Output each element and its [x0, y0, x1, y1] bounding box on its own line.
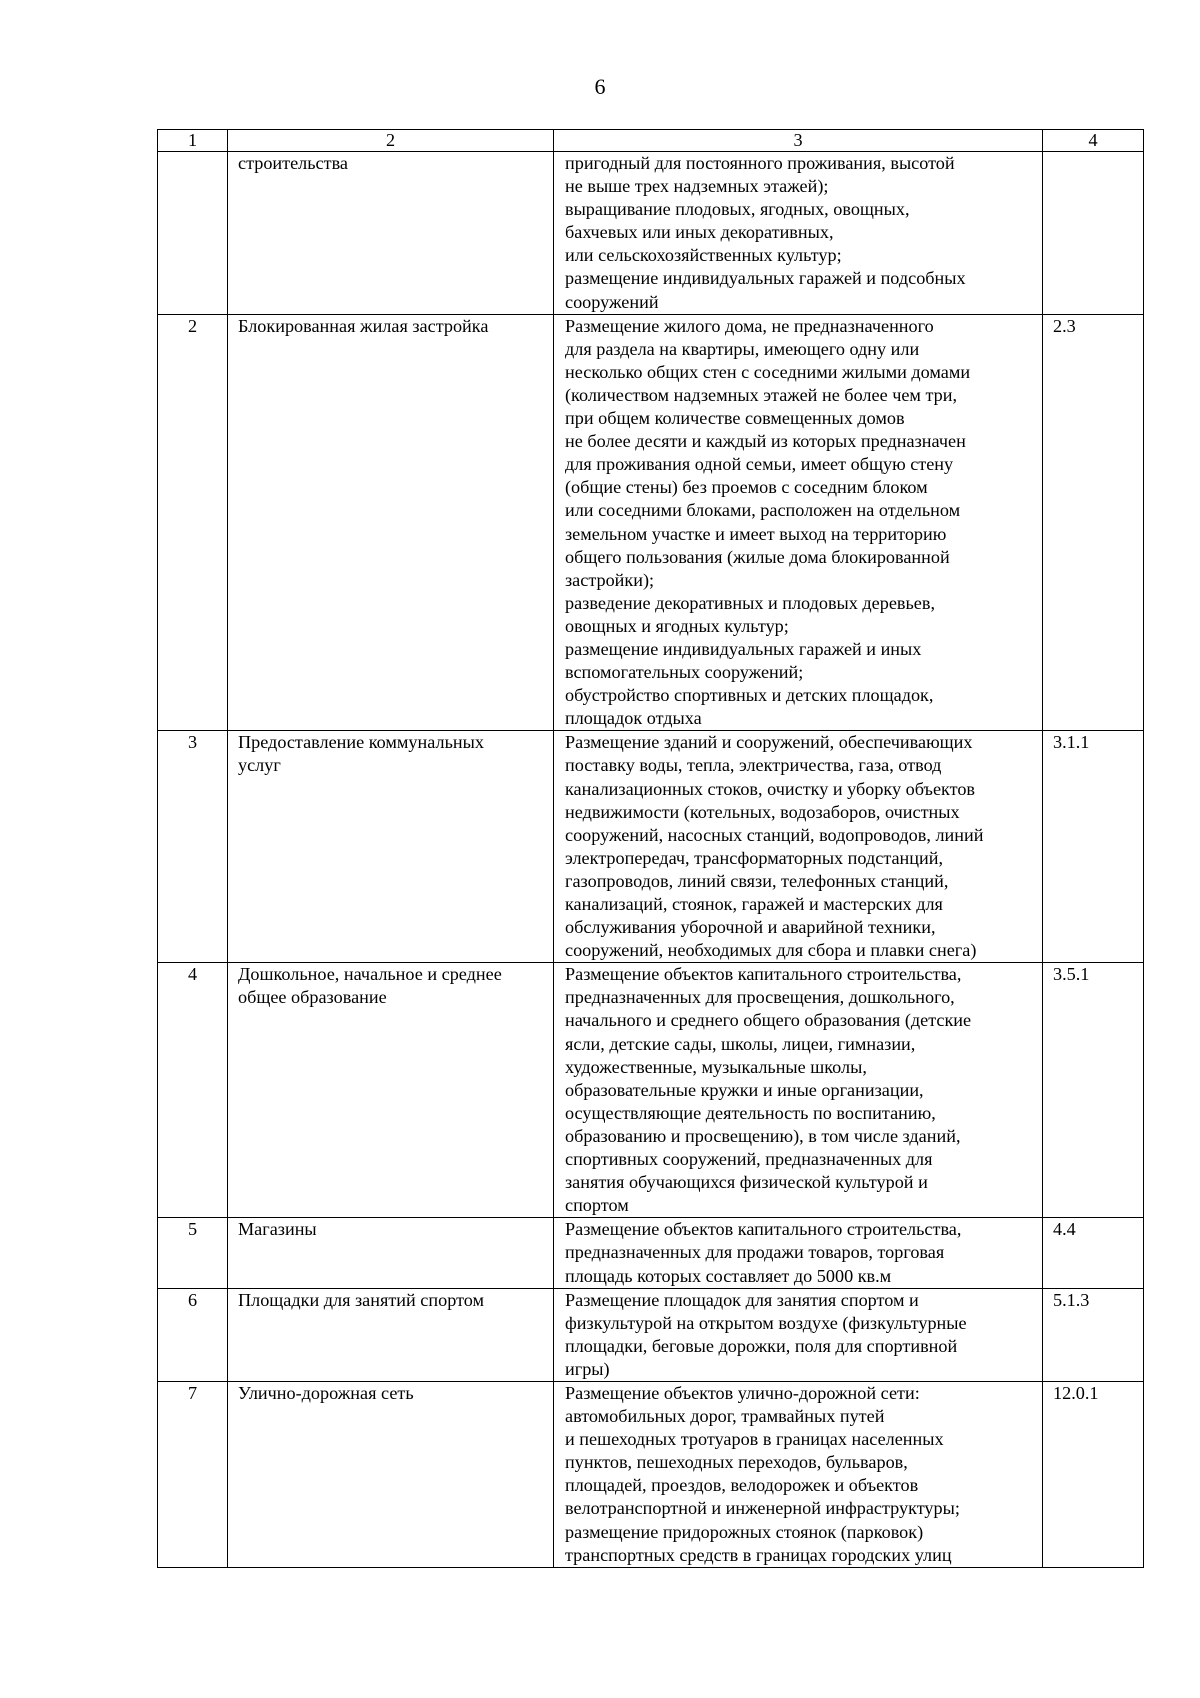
- description-line: предназначенных для продажи товаров, торговая: [565, 1242, 945, 1263]
- description-line: Размещение жилого дома, не предназначенного: [565, 315, 934, 336]
- description-line: Размещение объектов улично-дорожной сети:: [565, 1382, 920, 1403]
- description-line: вспомогательных сооружений;: [565, 662, 804, 683]
- land-use-description-cell: [554, 1218, 1043, 1288]
- land-use-description-cell: [554, 1381, 1043, 1567]
- row-number-cell: [158, 152, 228, 315]
- description-line: (общие стены) без проемов с соседним блоком: [565, 477, 928, 498]
- table-row: [158, 1288, 1144, 1381]
- land-use-description-cell: [554, 1288, 1043, 1381]
- description-line: физкультурой на открытом воздухе (физкультурные: [565, 1312, 967, 1333]
- land-use-name-line: Дошкольное, начальное и среднее: [238, 964, 502, 985]
- land-use-name-cell: [228, 1288, 554, 1381]
- land-use-name-cell: [228, 731, 554, 963]
- row-number-cell: 4: [158, 963, 228, 1218]
- land-use-name-cell: [228, 314, 554, 731]
- description-line: канализационных стоков, очистку и уборку объектов: [565, 778, 976, 799]
- description-line: площадок отдыха: [565, 708, 702, 729]
- description-line: не выше трех надземных этажей);: [565, 176, 829, 197]
- description-line: художественные, музыкальные школы,: [565, 1056, 867, 1077]
- row-number-cell: 3: [158, 731, 228, 963]
- description-line: Размещение площадок для занятия спортом и: [565, 1289, 919, 1310]
- land-use-name-cell: [228, 1381, 554, 1567]
- header-cell-1: 1: [158, 130, 228, 152]
- description-line: обустройство спортивных и детских площадок,: [565, 685, 934, 706]
- description-line: бахчевых или иных декоративных,: [565, 222, 834, 243]
- classifier-code-cell: 5.1.3: [1043, 1288, 1144, 1381]
- table-row: [158, 314, 1144, 731]
- land-use-table: [157, 129, 1144, 1568]
- description-line: канализаций, стоянок, гаражей и мастерских для: [565, 894, 943, 914]
- description-line: разведение декоративных и плодовых деревьев,: [565, 592, 936, 613]
- description-line: предназначенных для просвещения, дошкольного,: [565, 987, 955, 1008]
- description-line: обслуживания уборочной и аварийной техники,: [565, 917, 936, 938]
- table-row: [158, 1218, 1144, 1288]
- land-use-name-line: Улично-дорожная сеть: [238, 1382, 414, 1403]
- description-line: сооружений, насосных станций, водопроводов, линий: [565, 824, 984, 845]
- description-line: сооружений: [565, 291, 659, 312]
- land-use-name-line: Предоставление коммунальных: [238, 732, 484, 753]
- row-number-cell: 6: [158, 1288, 228, 1381]
- land-use-description-cell: [554, 314, 1043, 731]
- land-use-description-cell: [554, 963, 1043, 1218]
- classifier-code-cell: 3.5.1: [1043, 963, 1144, 1218]
- table-row: [158, 731, 1144, 963]
- description-line: пригодный для постоянного проживания, высотой: [565, 153, 955, 173]
- classifier-code-cell: 2.3: [1043, 314, 1144, 731]
- description-line: и пешеходных тротуаров в границах населенных: [565, 1429, 944, 1450]
- table-header-row: [158, 130, 1144, 152]
- description-line: несколько общих стен с соседними жилыми домами: [565, 361, 971, 382]
- description-line: пунктов, пешеходных переходов, бульваров,: [565, 1452, 908, 1473]
- description-line: электропередач, трансформаторных подстанций,: [565, 847, 944, 868]
- land-use-name-line: общее образование: [238, 987, 387, 1008]
- description-line: Размещение объектов капитального строительства,: [565, 1219, 962, 1240]
- description-line: спортивных сооружений, предназначенных для: [565, 1149, 933, 1170]
- land-use-name-cell: [228, 152, 554, 315]
- land-use-name-line: строительства: [238, 153, 348, 173]
- description-line: газопроводов, линий связи, телефонных станций,: [565, 870, 949, 891]
- description-line: или сельскохозяйственных культур;: [565, 245, 842, 266]
- header-cell-4: 4: [1043, 130, 1144, 152]
- description-line: ясли, детские сады, школы, лицеи, гимназии,: [565, 1033, 916, 1054]
- row-number-cell: 7: [158, 1381, 228, 1567]
- land-use-description-cell: [554, 152, 1043, 315]
- description-line: размещение индивидуальных гаражей и подсобных: [565, 268, 966, 289]
- description-line: образованию и просвещению), в том числе зданий,: [565, 1125, 961, 1146]
- description-line: автомобильных дорог, трамвайных путей: [565, 1406, 885, 1427]
- description-line: овощных и ягодных культур;: [565, 615, 789, 636]
- description-line: размещение придорожных стоянок (парковок): [565, 1521, 924, 1542]
- description-line: игры): [565, 1358, 610, 1379]
- classifier-code-cell: 12.0.1: [1043, 1381, 1144, 1567]
- header-cell-3: 3: [554, 130, 1043, 152]
- description-line: выращивание плодовых, ягодных, овощных,: [565, 199, 910, 220]
- description-line: при общем количестве совмещенных домов: [565, 408, 905, 429]
- classifier-code-cell: [1043, 152, 1144, 315]
- description-line: недвижимости (котельных, водозаборов, очистных: [565, 801, 960, 822]
- description-line: размещение индивидуальных гаражей и иных: [565, 638, 922, 659]
- table-row: [158, 963, 1144, 1218]
- description-line: образовательные кружки и иные организации,: [565, 1079, 924, 1100]
- classifier-code-cell: 4.4: [1043, 1218, 1144, 1288]
- description-line: общего пользования (жилые дома блокированной: [565, 546, 950, 567]
- description-line: для проживания одной семьи, имеет общую стену: [565, 454, 954, 475]
- table-row: [158, 152, 1144, 315]
- row-number-cell: 2: [158, 314, 228, 731]
- land-use-name-line: Блокированная жилая застройка: [238, 315, 489, 336]
- description-line: площадь которых составляет до 5000 кв.м: [565, 1265, 892, 1286]
- land-use-name-line: Магазины: [238, 1219, 317, 1240]
- description-line: площадки, беговые дорожки, поля для спортивной: [565, 1335, 958, 1356]
- header-cell-2: 2: [228, 130, 554, 152]
- land-use-name-line: услуг: [238, 755, 281, 776]
- page-number: 6: [594, 74, 606, 99]
- description-line: спортом: [565, 1195, 629, 1216]
- description-line: осуществляющие деятельность по воспитанию,: [565, 1102, 936, 1123]
- land-use-description-cell: [554, 731, 1043, 963]
- table-row: [158, 1381, 1144, 1567]
- description-line: не более десяти и каждый из которых предназначен: [565, 431, 966, 452]
- description-line: Размещение объектов капитального строительства,: [565, 964, 962, 985]
- description-line: для раздела на квартиры, имеющего одну или: [565, 338, 920, 359]
- description-line: велотранспортной и инженерной инфраструктуры;: [565, 1498, 960, 1519]
- description-line: (количеством надземных этажей не более чем три,: [565, 384, 958, 405]
- land-use-name-cell: [228, 963, 554, 1218]
- description-line: поставку воды, тепла, электричества, газа, отвод: [565, 755, 942, 776]
- description-line: земельном участке и имеет выход на территорию: [565, 523, 947, 544]
- description-line: площадей, проездов, велодорожек и объектов: [565, 1475, 919, 1496]
- description-line: транспортных средств в границах городских улиц: [565, 1544, 952, 1565]
- description-line: занятия обучающихся физической культурой и: [565, 1172, 928, 1193]
- description-line: сооружений, необходимых для сбора и плавки снега): [565, 940, 977, 961]
- classifier-code-cell: 3.1.1: [1043, 731, 1144, 963]
- description-line: или соседними блоками, расположен на отдельном: [565, 500, 961, 521]
- description-line: застройки);: [565, 569, 655, 590]
- row-number-cell: 5: [158, 1218, 228, 1288]
- description-line: Размещение зданий и сооружений, обеспечивающих: [565, 732, 973, 753]
- land-use-name-cell: [228, 1218, 554, 1288]
- description-line: начального и среднего общего образования (детские: [565, 1010, 972, 1031]
- land-use-name-line: Площадки для занятий спортом: [238, 1289, 485, 1310]
